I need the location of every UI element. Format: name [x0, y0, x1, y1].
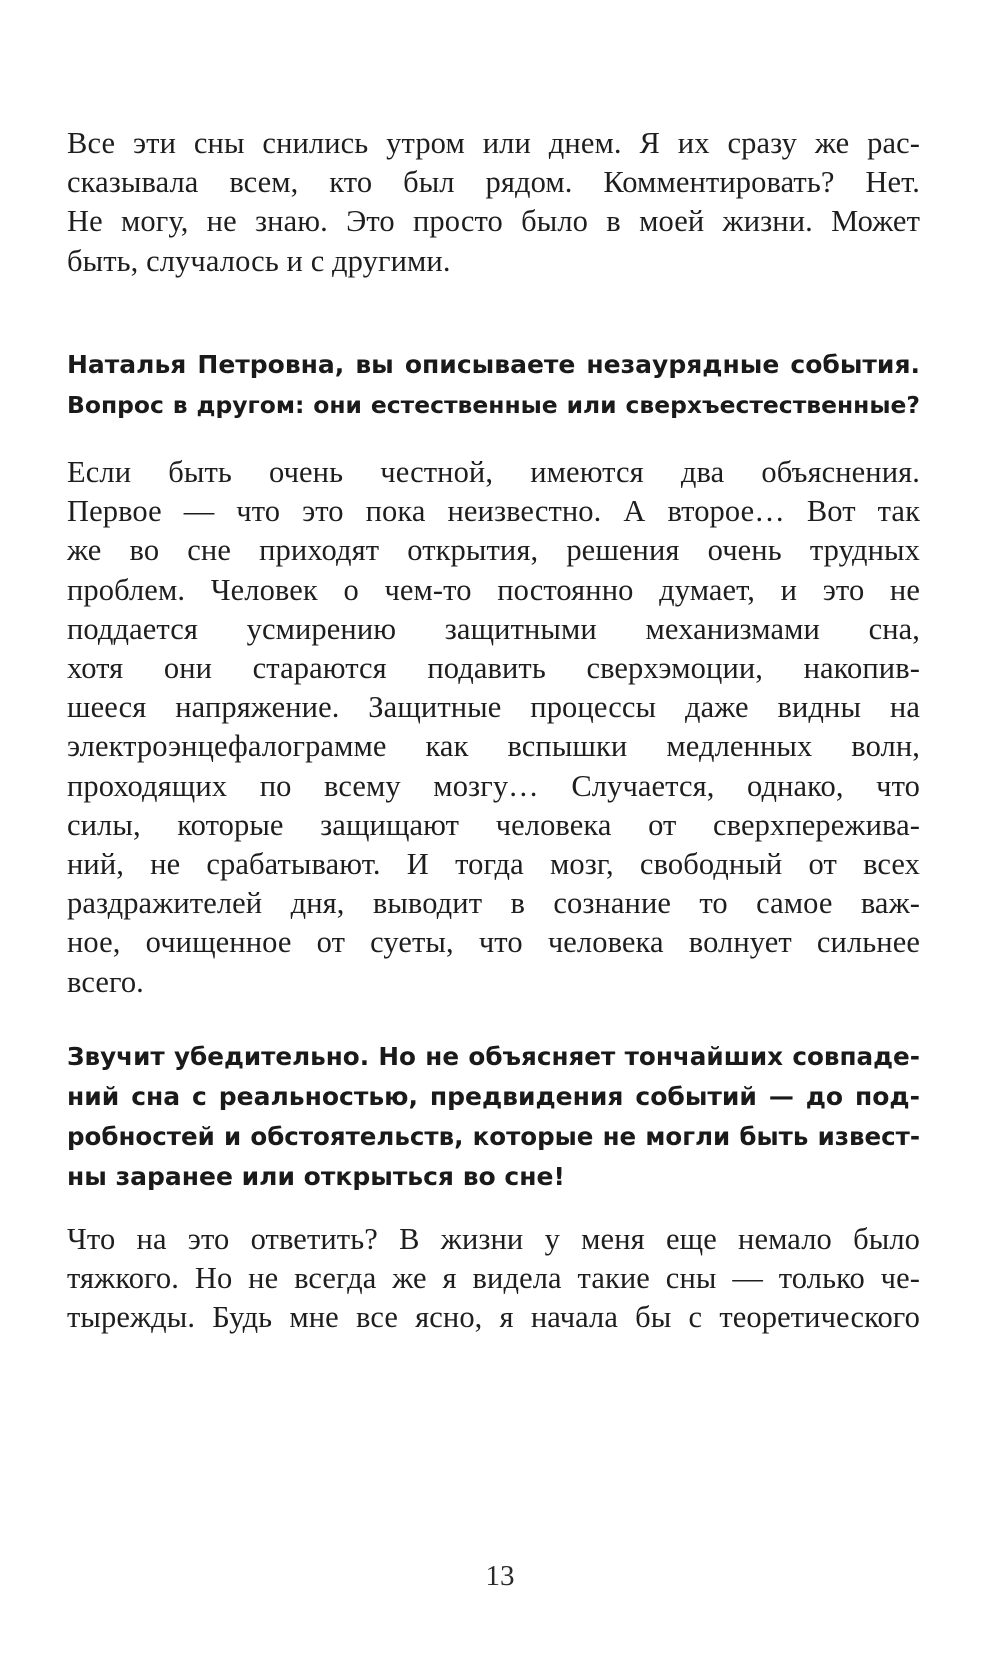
text-line: поддается усмирению защитными механизмами сна, [67, 611, 920, 646]
text-line: хотя они стараются подавить сверхэмоции, накопив- [67, 651, 920, 686]
text-line: тырежды. Будь мне все ясно, я начала бы с теоретического [67, 1300, 920, 1335]
text-line: Все эти сны снились утром или днем. Я их сразу же рас- [67, 126, 920, 160]
text-line: тяжкого. Но не всегда же я видела такие сны — только че- [67, 1261, 920, 1296]
answer-paragraph-1 [67, 124, 920, 281]
text-line: Вопрос в другом: они естественные или сверхъестественные? [67, 391, 920, 419]
text-line: же во сне приходят открытия, решения очень трудных [67, 533, 920, 568]
text-line: быть, случалось и с другими. [67, 243, 451, 278]
text-line: Что на это ответить? В жизни у меня еще немало было [67, 1222, 920, 1256]
text-line: Если быть очень честной, имеются два объяснения. [67, 455, 920, 489]
text-line: проходящих по всему мозгу… Случается, однако, что [67, 768, 920, 803]
text-line: Звучит убедительно. Но не объясняет тончайших совпаде- [67, 1042, 920, 1071]
text-line: ное, очищенное от суеты, что человека волнует сильнее [67, 925, 920, 960]
text-line: ны заранее или открыться во сне! [67, 1162, 565, 1191]
answer-paragraph-2 [67, 453, 920, 1002]
interviewer-question-2 [67, 1037, 920, 1197]
text-line: Первое — что это пока неизвестно. А второе… Вот так [67, 494, 920, 529]
text-line: силы, которые защищают человека от сверхпережива- [67, 807, 920, 842]
text-line: проблем. Человек о чем-то постоянно думает, и это не [67, 572, 920, 607]
text-line: шееся напряжение. Защитные процессы даже видны на [67, 690, 920, 725]
text-line: всего. [67, 964, 144, 999]
text-line: Не могу, не знаю. Это просто было в моей жизни. Может [67, 204, 920, 239]
answer-paragraph-3 [67, 1220, 920, 1338]
text-line: ний, не срабатывают. И тогда мозг, свободный от всех [67, 847, 920, 882]
text-line: электроэнцефалограмме как вспышки медленных волн, [67, 729, 920, 764]
text-line: робностей и обстоятельств, которые не могли быть извест- [67, 1122, 920, 1151]
text-line: сказывала всем, кто был рядом. Комментировать? Нет. [67, 165, 920, 200]
page-number: 13 [485, 1560, 515, 1592]
text-line: раздражителей дня, выводит в сознание то самое важ- [67, 886, 920, 921]
text-line: Наталья Петровна, вы описываете незаурядные события. [67, 350, 920, 379]
text-line: ний сна с реальностью, предвидения событий — до под- [67, 1082, 920, 1111]
interviewer-question-1 [67, 345, 920, 425]
